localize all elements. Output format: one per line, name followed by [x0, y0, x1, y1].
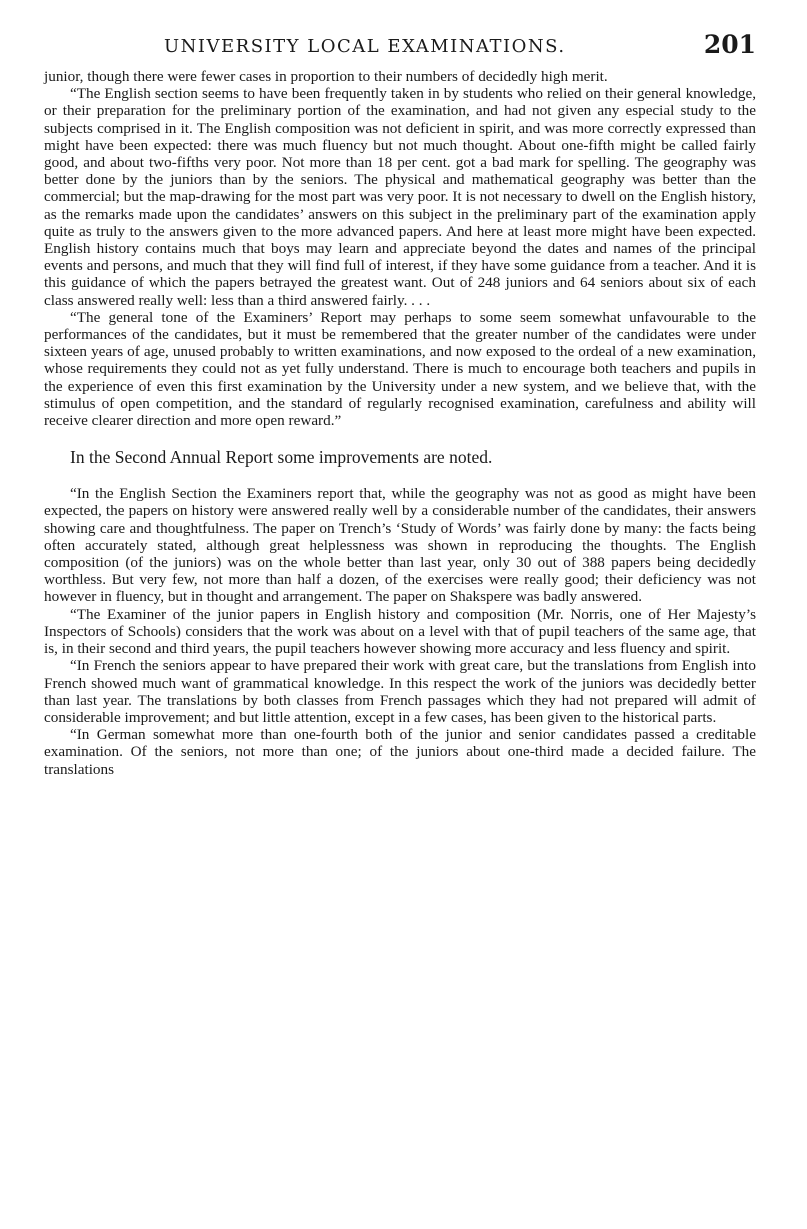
section-heading: In the Second Annual Report some improvements are noted. — [70, 447, 493, 468]
second-section — [44, 485, 756, 777]
paragraph-general-tone: “The general tone of the Examiners’ Report may perhaps to some seem somewhat unfavourable to the performances of the candidates, but it must be remembered that the greater number of the candidates were under sixteen years of age, unused probably to written examinations, and now exposed to the ordeal of a new examination, whose requirements they could not as yet fully understand. There is much to encourage both teachers and pupils in the experience of even this first examination by the University under a new system, and we believe that, with the stimulus of open competition, and the standard of regularly recognised examination, carefulness and ability will receive clearer direction and more open reward.” — [44, 308, 756, 430]
paragraph-german: “In German somewhat more than one-fourth both of the junior and senior candidates passed a creditable examination. Of the seniors, not more than one; of the juniors about one-third made a decided failure. The translations — [44, 726, 756, 778]
paragraph-english-section: “The English section seems to have been frequently taken in by students who relied on their general knowledge, or their preparation for the preliminary portion of the examination, and had not given any especial study to the subjects comprised in it. The English composition was not deficient in spirit, and was more correctly expressed than might have been expected: there was much fluency but not much thought. About one-fifth might be called fairly good, and about two-fifths very poor. Not more than 18 per cent. got a bad mark for spelling. The geography was better done by the juniors than by the seniors. The physical and mathematical geography was better than the commercial; but the map-drawing for the most part was very poor. It is not necessary to dwell on the English history, as the remarks made upon the candidates’ answers on this subject in the preliminary part of the examination apply quite as truly to the answers given to the more advanced papers. And here at least more might have been expected. English history contains much that boys may learn and appreciate beyond the dates and names of the principal events and persons, and much that they will find full of interest, if they have some guidance from a teacher. And it is this guidance of which the papers betrayed the greatest want. Out of 248 juniors and 64 seniors about six of each class answered really well: less than a third answered fairly. . . . — [44, 85, 756, 309]
page-number: 201 — [703, 30, 756, 59]
paragraph-french: “In French the seniors appear to have prepared their work with great care, but the translations from English into French showed much want of grammatical knowledge. In this respect the work of the juniors was decidedly better than last year. The translations by both classes from French passages which they had not prepared will admit of considerable improvement; and but little attention, except in a few cases, has been given to the historical parts. — [44, 657, 756, 726]
paragraph-continuation: junior, though there were fewer cases in proportion to their numbers of decidedly high merit. — [44, 68, 608, 85]
running-title: UNIVERSITY LOCAL EXAMINATIONS. — [164, 36, 566, 57]
page-header — [44, 30, 756, 64]
first-section — [44, 68, 756, 429]
paragraph-junior-examiner: “The Examiner of the junior papers in English history and composition (Mr. Norris, one of Her Majesty’s Inspectors of Schools) considers that the work was about on a level with that of pupil teachers of the same age, that is, in their second and third years, the pupil teachers however showing more accuracy and less fluency and spirit. — [44, 605, 756, 658]
book-page — [44, 30, 756, 778]
paragraph-english-section-second-report: “In the English Section the Examiners report that, while the geography was not as good as might have been expected, the papers on history were answered really well by a considerable number of the candidates, their answers showing care and thoughtfulness. The paper on Trench’s ‘Study of Words’ was fairly done by many: the facts being often accurately stated, although great helplessness was shown in reproducing the thoughts. The English composition (of the juniors) was on the whole better than last year, only 30 out of 388 papers being decidedly worthless. But very few, not more than half a dozen, of the exercises were really good; their deficiency was not however in fluency, but in thought and arrangement. The paper on Shakspere was badly answered. — [44, 485, 756, 606]
